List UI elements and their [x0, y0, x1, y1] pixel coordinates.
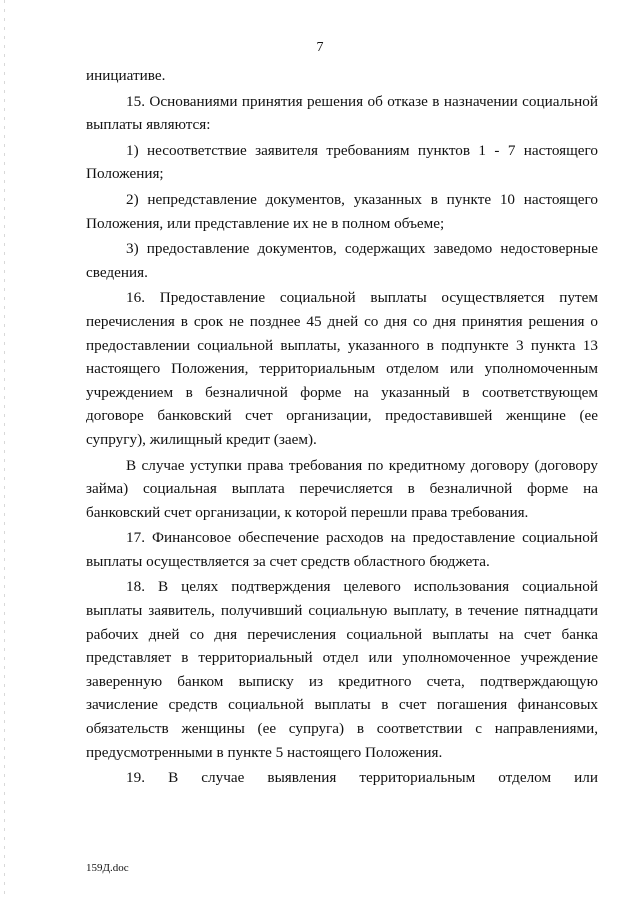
file-name-footer: 159Д.doc — [86, 862, 129, 874]
paragraph: 16. Предоставление социальной выплаты осуществляется путем перечисления в срок не позднее 45 дней со дня со дня принятия решения о предоставлении социальной выплаты, указанного в подпункте 3 пункта 13 настоящего Положения, территориальным отделом или уполномоченным учреждением в безналичной форме на указанный в соответствующем договоре банковский счет организации, предоставившей женщине (ее супругу), жилищный кредит (заем). — [86, 289, 598, 448]
paragraph: 2) непредставление документов, указанных в пункте 10 настоящего Положения, или представление их не в полном объеме; — [86, 190, 598, 232]
paragraph: 1) несоответствие заявителя требованиям пунктов 1 - 7 настоящего Положения; — [86, 141, 598, 183]
paragraph: 3) предоставление документов, содержащих заведомо недостоверные сведения. — [86, 240, 598, 281]
paragraph: В случае уступки права требования по кредитному договору (договору займа) социальная выплата перечисляется в безналичной форме на банковский счет организации, к которой перешли права требования. — [86, 456, 598, 521]
paragraph-continued: 19. В случае выявления территориальным отделом или — [126, 769, 598, 787]
paragraph: 18. В целях подтверждения целевого использования социальной выплаты заявитель, получивший социальную выплату, в течение пятнадцати рабочих дней со дня перечисления социальной выплаты на счет банка представляет в территориальный отдел или уполномоченное учреждение заверенную банком выписку из кредитного счета, подтверждающую зачисление средств социальной выплаты в счет погашения финансовых обязательств женщины (ее супруга) в соответствии с направлениями, предусмотренными в пункте 5 настоящего Положения. — [86, 578, 598, 761]
paragraph: 17. Финансовое обеспечение расходов на предоставление социальной выплаты осуществляется за счет средств областного бюджета. — [86, 529, 598, 570]
page-number: 7 — [316, 40, 324, 55]
paragraph: 15. Основаниями принятия решения об отказе в назначении социальной выплаты являются: — [86, 92, 598, 134]
paragraph: инициативе. — [86, 67, 166, 84]
document-body — [86, 64, 598, 790]
scan-edge — [4, 0, 5, 899]
